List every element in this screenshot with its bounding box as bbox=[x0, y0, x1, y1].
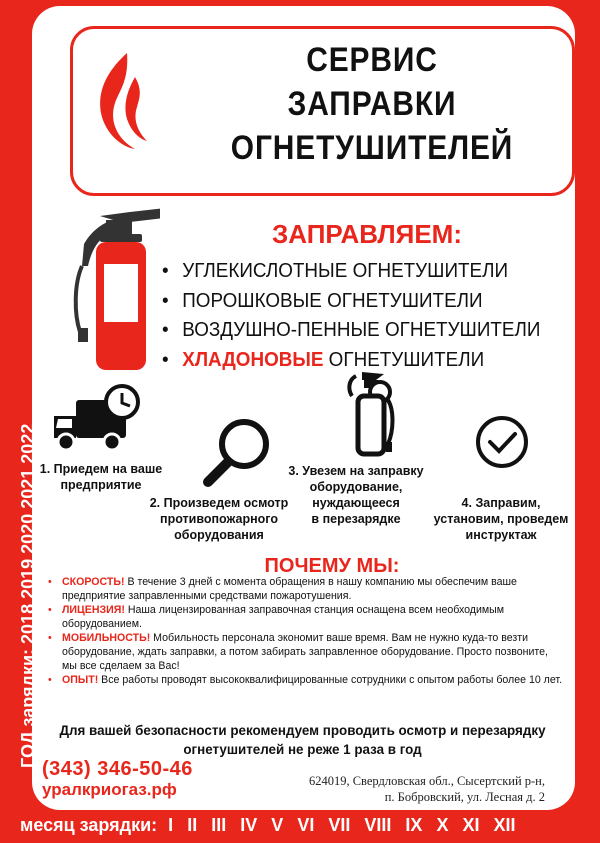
phone-number[interactable]: (343) 346-50-46 bbox=[42, 758, 193, 780]
list-item: • ЛИЦЕНЗИЯ! Наша лицензированная заправочная станция оснащена всем необходимым оборудованием. bbox=[48, 604, 505, 630]
reason-key: МОБИЛЬНОСТЬ! bbox=[62, 632, 151, 644]
year-2019: 2019 bbox=[18, 558, 38, 599]
reasons-list bbox=[48, 575, 563, 687]
type-label: ОГНЕТУШИТЕЛИ bbox=[323, 347, 485, 371]
step-1-text: 1. Приедем на ваше предприятие bbox=[39, 462, 163, 492]
check-circle-icon bbox=[474, 414, 530, 470]
type-highlight: ХЛАДОНОВЫЕ bbox=[182, 347, 324, 371]
title-line-3: ОГНЕТУШИТЕЛЕЙ bbox=[230, 129, 514, 167]
flame-logo-icon bbox=[87, 51, 157, 151]
month-10: X bbox=[436, 815, 449, 835]
refill-heading: ЗАПРАВЛЯЕМ: bbox=[272, 219, 462, 249]
type-label: ВОЗДУШНО-ПЕННЫЕ ОГНЕТУШИТЕЛИ bbox=[182, 318, 541, 341]
month-5: V bbox=[271, 815, 284, 835]
white-panel bbox=[32, 6, 575, 810]
month-7: VII bbox=[328, 815, 351, 835]
list-item: • СКОРОСТЬ! В течение 3 дней с момента обращения в нашу компанию мы обеспечим ваше предприятие заправленными средствами пожаротушения. bbox=[48, 576, 517, 602]
list-item: • ВОЗДУШНО-ПЕННЫЕ ОГНЕТУШИТЕЛИ bbox=[162, 318, 541, 341]
year-2018: 2018 bbox=[18, 603, 38, 644]
reason-text: Мобильность персонала экономит ваше время. Вам не нужно куда-то везти оборудование, ждать заправки, а потом забирать заправленное оборудование. Просто позвоните, мы все сделаем за Вас! bbox=[62, 632, 548, 672]
month-8: VIII bbox=[364, 815, 392, 835]
year-2020: 2020 bbox=[18, 513, 38, 554]
fire-extinguisher-icon bbox=[70, 204, 160, 374]
month-6: VI bbox=[297, 815, 315, 835]
why-us-heading: ПОЧЕМУ МЫ: bbox=[264, 555, 400, 577]
delivery-truck-clock-icon bbox=[50, 384, 145, 454]
list-item: • ОПЫТ! Все работы проводят высококвалифицированные сотрудники с опытом работы более 10 лет. bbox=[48, 674, 563, 686]
month-12: XII bbox=[493, 815, 516, 835]
recommendation-text: Для вашей безопасности рекомендуем проводить осмотр и перезарядку огнетушителей не реже 1 раза в год bbox=[59, 723, 546, 757]
step-3-text: 3. Увезем на заправку оборудование, нуждающееся в перезарядке bbox=[288, 464, 424, 526]
type-label: УГЛЕКИСЛОТНЫЕ ОГНЕТУШИТЕЛИ bbox=[182, 259, 509, 282]
month-label: месяц зарядки: bbox=[20, 815, 158, 835]
month-3: III bbox=[211, 815, 227, 835]
reason-text: В течение 3 дней с момента обращения в нашу компанию мы обеспечим ваше предприятие заправленными средствами пожаротушения. bbox=[62, 576, 517, 602]
month-4: IV bbox=[240, 815, 258, 835]
list-item: • УГЛЕКИСЛОТНЫЕ ОГНЕТУШИТЕЛИ bbox=[162, 259, 509, 282]
year-strip bbox=[3, 270, 38, 780]
title-line-2: ЗАПРАВКИ bbox=[287, 85, 457, 123]
type-label: ПОРОШКОВЫЕ ОГНЕТУШИТЕЛИ bbox=[182, 288, 483, 312]
step-4-text: 4. Заправим, установим, проведем инструктаж bbox=[433, 496, 569, 542]
list-item: • ХЛАДОНОВЫЕ ОГНЕТУШИТЕЛИ bbox=[162, 347, 485, 371]
reason-text: Все работы проводят высококвалифицированные сотрудники с опытом работы более 10 лет. bbox=[98, 674, 563, 686]
year-label: ГОД зарядки: bbox=[18, 648, 38, 768]
year-2022: 2022 bbox=[18, 423, 38, 464]
month-2: II bbox=[187, 815, 198, 835]
website-link[interactable]: уралкриогаз.рф bbox=[42, 780, 177, 799]
reason-text: Наша лицензированная заправочная станция оснащена всем необходимым оборудованием. bbox=[62, 604, 505, 630]
extinguisher-types-list bbox=[162, 256, 573, 374]
month-9: IX bbox=[405, 815, 423, 835]
title-line-1: СЕРВИС bbox=[306, 41, 438, 79]
reason-key: ЛИЦЕНЗИЯ! bbox=[62, 604, 125, 616]
extinguisher-outline-icon bbox=[340, 370, 400, 460]
year-2021: 2021 bbox=[18, 468, 38, 509]
magnifier-icon bbox=[200, 414, 275, 489]
reason-key: ОПЫТ! bbox=[62, 674, 99, 686]
month-1: I bbox=[168, 815, 174, 835]
list-item: • МОБИЛЬНОСТЬ! Мобильность персонала экономит ваше время. Вам не нужно куда-то везти оборудование, ждать заправки, а потом забирать заправленное оборудование. Просто позвоните, мы все сделаем за Вас! bbox=[48, 632, 548, 672]
month-strip bbox=[20, 815, 590, 839]
reason-key: СКОРОСТЬ! bbox=[62, 576, 125, 588]
month-11: XI bbox=[462, 815, 480, 835]
list-item: • ПОРОШКОВЫЕ ОГНЕТУШИТЕЛИ bbox=[162, 288, 483, 312]
address: 624019, Свердловская обл., Сысертский р-н, п. Бобровский, ул. Лесная д. 2 bbox=[308, 774, 545, 804]
step-2-text: 2. Произведем осмотр противопожарного оборудования bbox=[149, 496, 289, 542]
page-title bbox=[205, 38, 539, 170]
